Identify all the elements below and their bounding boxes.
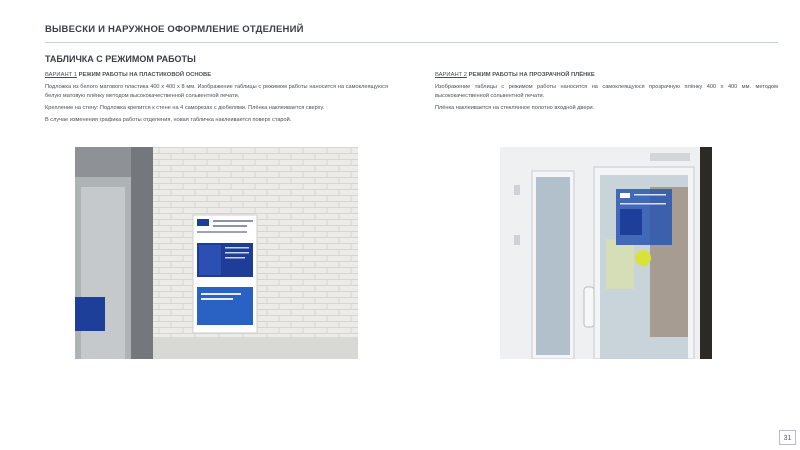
variant-2-column [435, 71, 778, 116]
variant-1-column [45, 71, 388, 128]
variant-2-heading [435, 71, 778, 79]
page-number: 31 [779, 430, 796, 445]
page-title: ВЫВЕСКИ И НАРУЖНОЕ ОФОРМЛЕНИЕ ОТДЕЛЕНИЙ [45, 24, 304, 35]
variant-2-title: РЕЖИМ РАБОТЫ НА ПРОЗРАЧНОЙ ПЛЁНКЕ [468, 72, 595, 78]
door-film-photo [500, 147, 712, 359]
variant-1-title: РЕЖИМ РАБОТЫ НА ПЛАСТИКОВОЙ ОСНОВЕ [78, 72, 212, 78]
section-title: ТАБЛИЧКА С РЕЖИМОМ РАБОТЫ [45, 54, 196, 64]
variant-1-paragraph: В случае изменения графика работы отделения, новая табличка наклеивается поверх старой. [45, 116, 292, 123]
variant-1-paragraph: Подложка из белого матового пластика 400 х 400 х 8 мм. Изображение таблицы с режимом работы наносится на самоклеящуюся белую матовую плёнку методом высококачественной сольвентной печати. [45, 84, 388, 99]
variant-1-label: ВАРИАНТ 1 [45, 72, 78, 78]
variant-1-paragraph: Крепление на стену: Подложка крепится к стене на 4 саморезах с дюбелями. Плёнка наклеивается сверху. [45, 104, 325, 111]
variant-2-paragraph: Изображение таблицы с режимом работы наносится на самоклеящуюся прозрачную плёнку 400 х 400 мм. методом высококачественной сольвентной печати. [435, 84, 778, 99]
wall-sign-photo [75, 147, 358, 359]
variant-2-paragraph: Плёнка наклеивается на стеклянное полотно входной двери. [435, 104, 595, 111]
variant-1-heading [45, 71, 388, 79]
variant-2-label: ВАРИАНТ 2 [435, 72, 468, 78]
header-divider [45, 42, 778, 43]
